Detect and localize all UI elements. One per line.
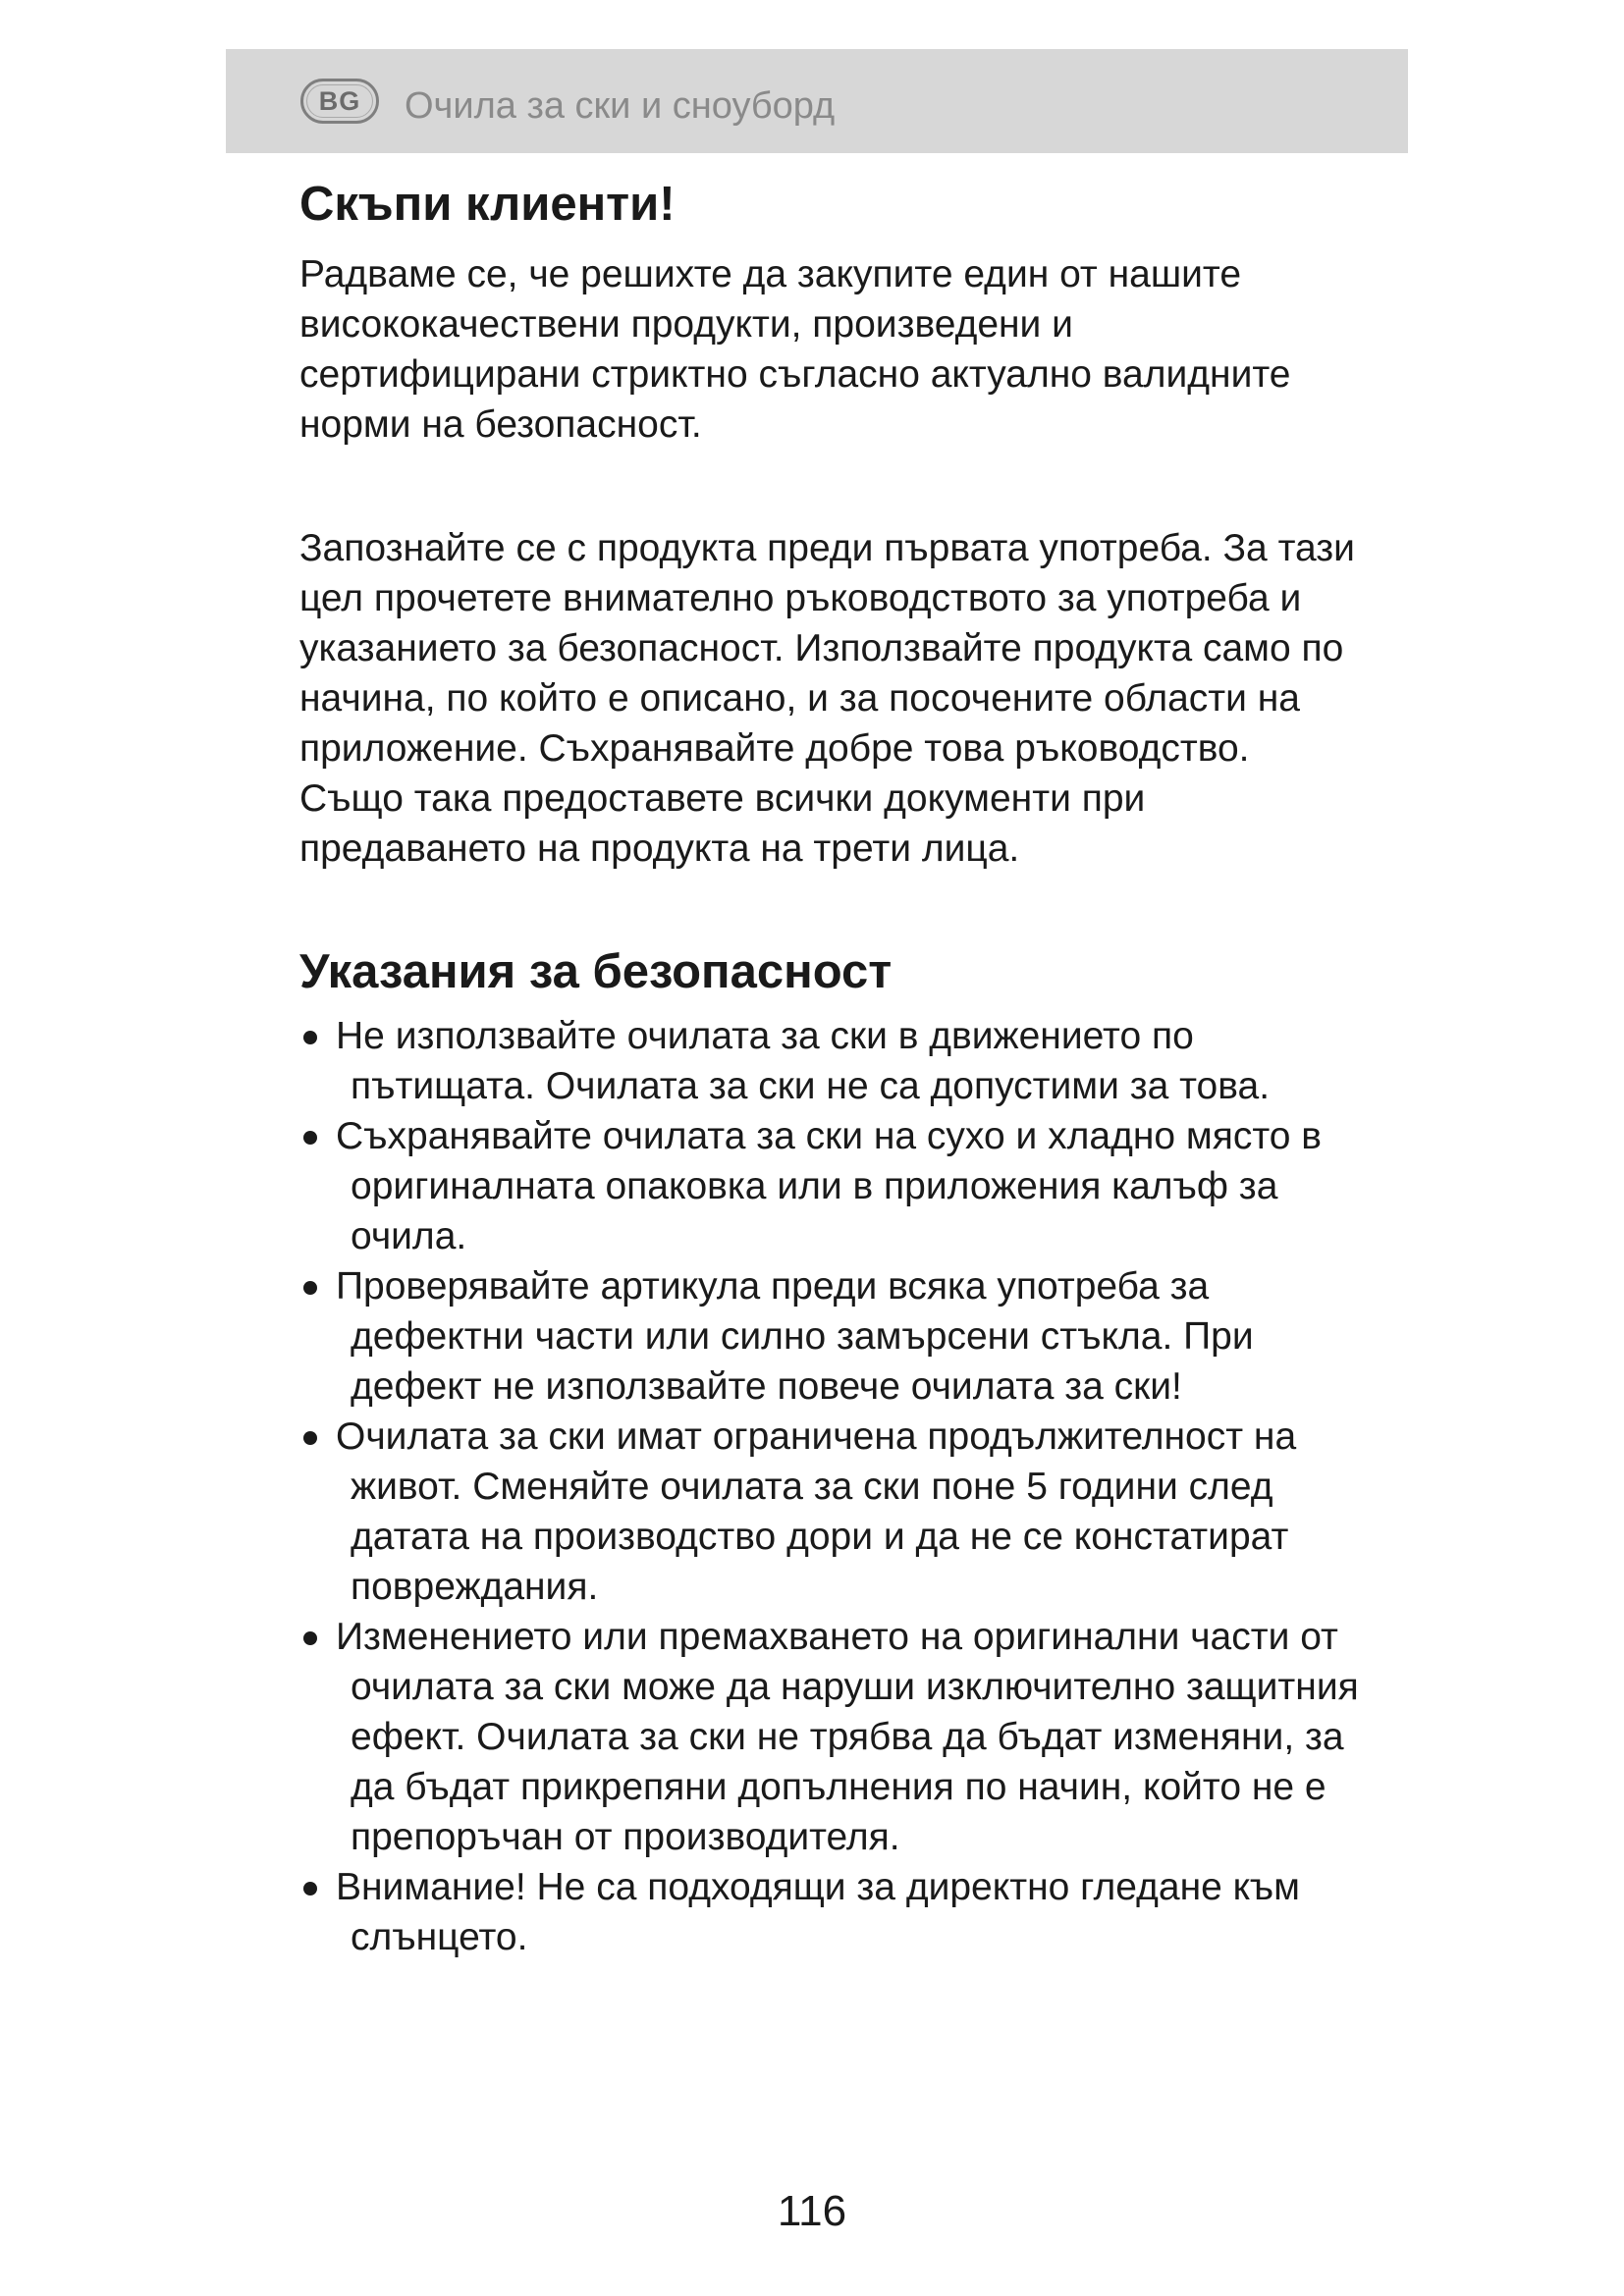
list-item-text: Изменението или премахването на оригинални части от очилата за ски може да наруши изключително защитния ефект. Очилата за ски не трябва да бъдат изменяни, за да бъдат прикрепяни допълнения по начин, който не е препоръчан от производителя. (336, 1616, 1359, 1858)
list-item (299, 1111, 1360, 1261)
intro-paragraph-1: Радваме се, че решихте да закупите един от нашите висококачествени продукти, произведени и сертифицирани стриктно съгласно актуално валидните норми на безопасност. (299, 253, 1291, 446)
bullet-icon (303, 1431, 317, 1445)
page-number: 116 (777, 2187, 847, 2235)
list-item-text: Внимание! Не са подходящи за директно гледане към слънцето. (336, 1866, 1300, 1958)
bullet-icon (303, 1631, 317, 1645)
bullet-icon (303, 1031, 317, 1044)
list-item (299, 1412, 1360, 1612)
list-item-text: Съхранявайте очилата за ски на сухо и хладно място в оригиналната опаковка или в приложения калъф за очила. (336, 1115, 1322, 1257)
list-item-text: Проверявайте артикула преди всяка употреба за дефектни части или силно замърсени стъкла. При дефект не използвайте повече очилата за ски! (336, 1265, 1254, 1408)
safety-heading: Указания за безопасност (299, 945, 893, 998)
list-item (299, 1862, 1360, 1962)
header-band (226, 49, 1408, 153)
safety-list (299, 1011, 1360, 1962)
list-item (299, 1011, 1360, 1111)
header-title: Очила за ски и сноуборд (405, 85, 836, 127)
bullet-icon (303, 1131, 317, 1145)
bullet-icon (303, 1882, 317, 1896)
list-item-text: Не използвайте очилата за ски в движението по пътищата. Очилата за ски не са допустими за това. (336, 1015, 1271, 1107)
list-item-text: Очилата за ски имат ограничена продължителност на живот. Сменяйте очилата за ски поне 5 години след датата на производство дори и да не се констатират повреждания. (336, 1415, 1297, 1608)
greeting-heading: Скъпи клиенти! (299, 178, 676, 231)
intro-paragraph-2: Запознайте се с продукта преди първата употреба. За тази цел прочетете внимателно ръководството за употреба и указанието за безопасност. Използвайте продукта само по начина, по който е описано, и за посочените области на приложение. Съхранявайте добре това ръководство. Също така предоставете всички документи при предаването на продукта на трети лица. (299, 527, 1355, 870)
list-item (299, 1612, 1360, 1862)
language-badge: BG (300, 79, 379, 124)
bullet-icon (303, 1281, 317, 1295)
list-item (299, 1261, 1360, 1412)
main-content (299, 175, 1360, 1962)
